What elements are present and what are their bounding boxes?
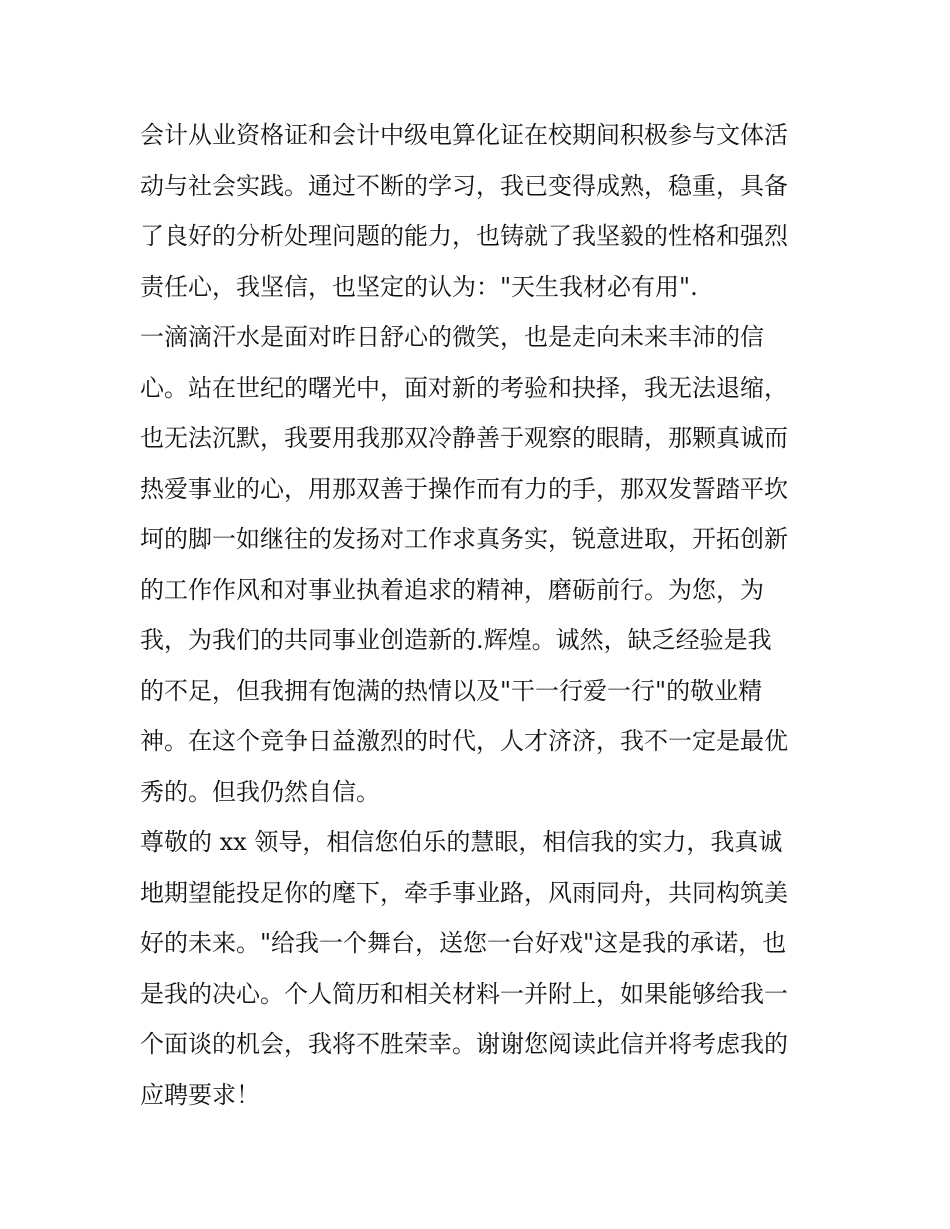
text-line: 心。站在世纪的曙光中，面对新的考验和抉择，我无法退缩， — [140, 373, 788, 402]
letter-body — [140, 110, 812, 1120]
text-line: 秀的。但我仍然自信。 — [140, 777, 380, 806]
text-line: 个面谈的机会，我将不胜荣幸。谢谢您阅读此信并将考虑我的 — [140, 1030, 788, 1058]
text-line: 我，为我们的共同事业创造新的.辉煌。诚然，缺乏经验是我 — [140, 626, 772, 654]
text-line: 是我的决心。个人简历和相关材料一并附上，如果能够给我一 — [140, 979, 788, 1008]
text-line: 也无法沉默，我要用我那双冷静善于观察的眼睛，那颗真诚而 — [140, 424, 788, 452]
text-line: 神。在这个竞争日益激烈的时代，人才济济，我不一定是最优 — [140, 727, 788, 755]
text-line: 动与社会实践。通过不断的学习，我已变得成熟，稳重，具备 — [140, 171, 788, 200]
text-line: 热爱事业的心，用那双善于操作而有力的手，那双发誓踏平坎 — [140, 474, 788, 503]
text-line: 尊敬的 xx 领导，相信您伯乐的慧眼，相信我的实力，我真诚 — [140, 828, 783, 856]
text-line: 一滴滴汗水是面对昨日舒心的微笑，也是走向未来丰沛的信 — [140, 323, 764, 351]
text-line: 地期望能投足你的麾下，牵手事业路，风雨同舟，共同构筑美 — [140, 878, 788, 907]
text-line: 应聘要求！ — [140, 1080, 260, 1109]
text-line: 的不足，但我拥有饱满的热情以及"干一行爱一行"的敬业精 — [140, 676, 763, 705]
text-line: 的工作作风和对事业执着追求的精神，磨砺前行。为您，为 — [140, 575, 764, 604]
text-line: 责任心，我坚信，也坚定的认为："天生我材必有用". — [140, 272, 698, 301]
text-line: 坷的脚一如继往的发扬对工作求真务实，锐意进取，开拓创新 — [140, 525, 788, 553]
text-line: 了良好的分析处理问题的能力，也铸就了我坚毅的性格和强烈 — [140, 222, 788, 250]
text-line: 会计从业资格证和会计中级电算化证在校期间积极参与文体活 — [140, 121, 788, 149]
text-line: 好的未来。"给我一个舞台，送您一台好戏"这是我的承诺，也 — [140, 929, 787, 957]
